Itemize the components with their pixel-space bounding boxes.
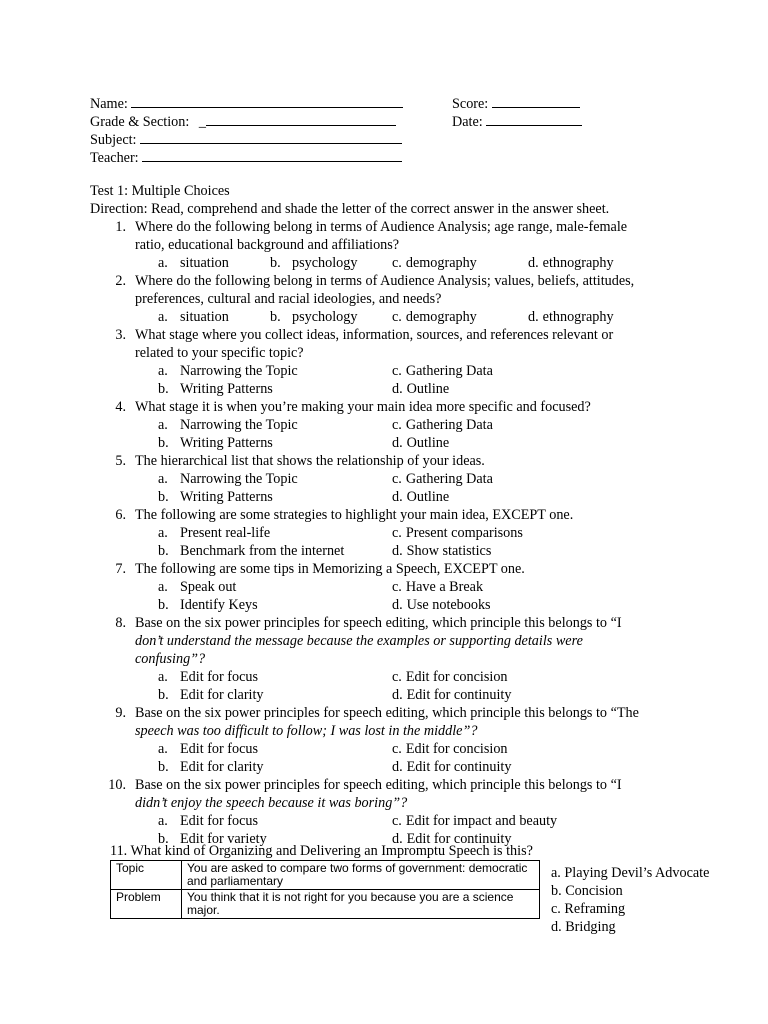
option-letter: a.: [158, 813, 168, 829]
option-text: demography: [405, 309, 477, 325]
option-letter: a.: [158, 741, 168, 757]
option-text: Writing Patterns: [180, 435, 273, 451]
question-text: preferences, cultural and racial ideologies, and needs?: [135, 291, 442, 307]
option-letter: d.: [392, 597, 403, 613]
q11-row-value: You think that it is not right for you because you are a science major.: [182, 890, 540, 919]
option-text: Edit for focus: [180, 669, 259, 685]
test-direction: Direction: Read, comprehend and shade the letter of the correct answer in the answer sheet.: [90, 201, 610, 217]
option-letter: c.: [392, 669, 402, 685]
option-text: Edit for continuity: [406, 687, 512, 703]
option-text: Edit for variety: [180, 831, 267, 847]
answer-option[interactable]: [158, 758, 264, 776]
question-number: 9.: [115, 705, 126, 721]
option-text: Outline: [406, 435, 450, 451]
option-text: Edit for concision: [405, 669, 508, 685]
option-letter: d.: [392, 489, 403, 505]
option-text: demography: [405, 255, 477, 271]
option-text: Edit for focus: [180, 741, 259, 757]
option-text: Narrowing the Topic: [180, 417, 298, 433]
question-number: 6.: [115, 507, 126, 523]
answer-option[interactable]: [158, 416, 298, 434]
option-text: Use notebooks: [406, 597, 491, 613]
question-text: Base on the six power principles for speech editing, which principle this belongs to “The: [135, 705, 639, 721]
subject-blank[interactable]: [140, 129, 402, 144]
answer-option[interactable]: [392, 308, 477, 326]
option-text: psychology: [292, 255, 358, 271]
option-text: Edit for focus: [180, 813, 259, 829]
answer-option[interactable]: [392, 758, 511, 776]
option-text: ethnography: [542, 309, 614, 325]
question-text: Where do the following belong in terms of Audience Analysis; age range, male-female: [135, 219, 628, 235]
answer-option[interactable]: [392, 578, 483, 596]
question-text: confusing”?: [135, 651, 206, 667]
answer-option[interactable]: [158, 524, 270, 542]
option-letter: a.: [158, 255, 168, 271]
date-blank[interactable]: [486, 111, 582, 126]
option-text: situation: [180, 255, 229, 271]
score-field: [452, 93, 580, 113]
answer-option[interactable]: [392, 416, 493, 434]
option-letter: d.: [392, 759, 403, 775]
answer-option[interactable]: [158, 578, 236, 596]
answer-option[interactable]: [158, 542, 344, 560]
option-text: Narrowing the Topic: [180, 471, 298, 487]
answer-option[interactable]: [158, 308, 229, 326]
option-text: Outline: [406, 489, 450, 505]
answer-option[interactable]: [392, 488, 449, 506]
answer-option[interactable]: [158, 488, 273, 506]
option-text: situation: [180, 309, 229, 325]
option-text: Benchmark from the internet: [180, 543, 345, 559]
option-text: Edit for clarity: [180, 687, 264, 703]
option-letter: b.: [158, 489, 169, 505]
question-number: 1.: [115, 219, 126, 235]
answer-option[interactable]: [392, 686, 511, 704]
answer-option[interactable]: [158, 434, 273, 452]
grade-label: Grade & Section:: [90, 114, 190, 130]
answer-option[interactable]: [528, 308, 614, 326]
option-text: Show statistics: [406, 543, 492, 559]
answer-option[interactable]: [158, 380, 273, 398]
teacher-label: Teacher:: [90, 150, 139, 166]
answer-option[interactable]: [528, 254, 614, 272]
question-text: Where do the following belong in terms of Audience Analysis; values, beliefs, attitudes,: [135, 273, 635, 289]
question-text: The hierarchical list that shows the relationship of your ideas.: [135, 453, 485, 469]
q11-option[interactable]: a. Playing Devil’s Advocate: [551, 865, 710, 881]
answer-option[interactable]: [392, 380, 449, 398]
q11-row-value: You are asked to compare two forms of government: democratic and parliamentary: [182, 861, 540, 890]
question-number: 7.: [115, 561, 126, 577]
subject-field: [90, 129, 402, 149]
option-letter: b.: [158, 543, 169, 559]
grade-blank[interactable]: [206, 111, 396, 126]
option-text: Have a Break: [405, 579, 484, 595]
question-number: 3.: [115, 327, 126, 343]
answer-option[interactable]: [158, 596, 258, 614]
answer-option[interactable]: [158, 470, 298, 488]
option-text: Writing Patterns: [180, 489, 273, 505]
teacher-blank[interactable]: [142, 147, 402, 162]
option-letter: a.: [158, 417, 168, 433]
answer-option[interactable]: [392, 434, 449, 452]
option-letter: d.: [392, 687, 403, 703]
question-text: What stage where you collect ideas, information, sources, and references relevant or: [135, 327, 614, 343]
option-letter: c.: [392, 363, 402, 379]
answer-option[interactable]: [392, 596, 491, 614]
option-text: Gathering Data: [405, 471, 493, 487]
option-letter: d.: [392, 543, 403, 559]
q11-table: [110, 860, 540, 919]
option-letter: d.: [528, 309, 539, 325]
answer-option[interactable]: [392, 254, 477, 272]
option-letter: a.: [158, 363, 168, 379]
name-blank[interactable]: [131, 93, 403, 108]
option-text: psychology: [292, 309, 358, 325]
option-letter: c.: [392, 579, 402, 595]
answer-option[interactable]: [392, 542, 491, 560]
option-text: Narrowing the Topic: [180, 363, 298, 379]
name-field: [90, 93, 403, 113]
answer-option[interactable]: [158, 812, 258, 830]
option-text: Edit for concision: [405, 741, 508, 757]
score-label: Score:: [452, 96, 489, 112]
q11-row-key: Problem: [111, 890, 182, 919]
date-label: Date:: [452, 114, 483, 130]
option-text: Gathering Data: [405, 363, 493, 379]
option-text: Writing Patterns: [180, 381, 273, 397]
option-letter: b.: [158, 381, 169, 397]
q11-option[interactable]: c. Reframing: [551, 901, 626, 917]
grade-prefix: _: [198, 114, 206, 130]
option-letter: d.: [392, 435, 403, 451]
table-row: [111, 861, 540, 890]
option-letter: c.: [392, 471, 402, 487]
answer-option[interactable]: [392, 362, 493, 380]
option-letter: a.: [158, 471, 168, 487]
option-letter: d.: [392, 381, 403, 397]
option-letter: b.: [270, 309, 281, 325]
date-field: [452, 111, 582, 131]
q11-text: 11. What kind of Organizing and Delivering an Impromptu Speech is this?: [110, 843, 533, 859]
question-text: related to your specific topic?: [135, 345, 304, 361]
question-number: 4.: [115, 399, 126, 415]
option-text: Present comparisons: [405, 525, 523, 541]
q11-row-key: Topic: [111, 861, 182, 890]
question-text: Base on the six power principles for speech editing, which principle this belongs to “I: [135, 615, 622, 631]
option-letter: b.: [270, 255, 281, 271]
answer-option[interactable]: [158, 668, 258, 686]
answer-option[interactable]: [158, 362, 298, 380]
subject-label: Subject:: [90, 132, 137, 148]
option-letter: b.: [158, 831, 169, 847]
option-letter: c.: [392, 525, 402, 541]
question-text: Base on the six power principles for speech editing, which principle this belongs to “I: [135, 777, 622, 793]
option-text: Edit for clarity: [180, 759, 264, 775]
option-letter: d.: [528, 255, 539, 271]
question-number: 8.: [115, 615, 126, 631]
question-text: didn’t enjoy the speech because it was boring”?: [135, 795, 408, 811]
option-letter: b.: [158, 597, 169, 613]
option-letter: a.: [158, 309, 168, 325]
option-text: Outline: [406, 381, 450, 397]
question-text: speech was too difficult to follow; I was lost in the middle”?: [135, 723, 478, 739]
question-text: What stage it is when you’re making your main idea more specific and focused?: [135, 399, 591, 415]
option-text: Gathering Data: [405, 417, 493, 433]
question-number: 2.: [115, 273, 126, 289]
answer-option[interactable]: [392, 812, 557, 830]
question-text: ratio, educational background and affiliations?: [135, 237, 400, 253]
option-letter: c.: [392, 417, 402, 433]
question-number: 10.: [108, 777, 126, 793]
option-letter: c.: [392, 309, 402, 325]
option-letter: b.: [158, 687, 169, 703]
question-number: 5.: [115, 453, 126, 469]
q11-option[interactable]: d. Bridging: [551, 919, 616, 935]
answer-option[interactable]: [270, 308, 357, 326]
option-letter: a.: [158, 669, 168, 685]
score-blank[interactable]: [492, 93, 580, 108]
option-text: Edit for continuity: [406, 759, 512, 775]
option-letter: a.: [158, 579, 168, 595]
option-text: Edit for impact and beauty: [405, 813, 558, 829]
answer-option[interactable]: [392, 470, 493, 488]
q11-option[interactable]: b. Concision: [551, 883, 623, 899]
option-text: Edit for continuity: [406, 831, 512, 847]
table-row: [111, 890, 540, 919]
option-text: Identify Keys: [180, 597, 258, 613]
test-title: Test 1: Multiple Choices: [90, 183, 230, 199]
option-letter: d.: [392, 831, 403, 847]
answer-option[interactable]: [392, 740, 508, 758]
option-text: ethnography: [542, 255, 614, 271]
grade-section-field: [90, 111, 396, 131]
option-letter: b.: [158, 435, 169, 451]
option-letter: c.: [392, 741, 402, 757]
option-letter: c.: [392, 813, 402, 829]
answer-option[interactable]: [158, 254, 229, 272]
answer-option[interactable]: [158, 686, 264, 704]
question-text: The following are some strategies to highlight your main idea, EXCEPT one.: [135, 507, 574, 523]
question-text: don’t understand the message because the examples or supporting details were: [135, 633, 583, 649]
answer-option[interactable]: [392, 668, 508, 686]
option-letter: a.: [158, 525, 168, 541]
teacher-field: [90, 147, 402, 167]
question-text: The following are some tips in Memorizing a Speech, EXCEPT one.: [135, 561, 525, 577]
option-letter: c.: [392, 255, 402, 271]
answer-option[interactable]: [392, 524, 523, 542]
option-text: Present real-life: [180, 525, 271, 541]
option-text: Speak out: [180, 579, 237, 595]
answer-option[interactable]: [270, 254, 357, 272]
name-label: Name:: [90, 96, 128, 112]
option-letter: b.: [158, 759, 169, 775]
answer-option[interactable]: [158, 740, 258, 758]
